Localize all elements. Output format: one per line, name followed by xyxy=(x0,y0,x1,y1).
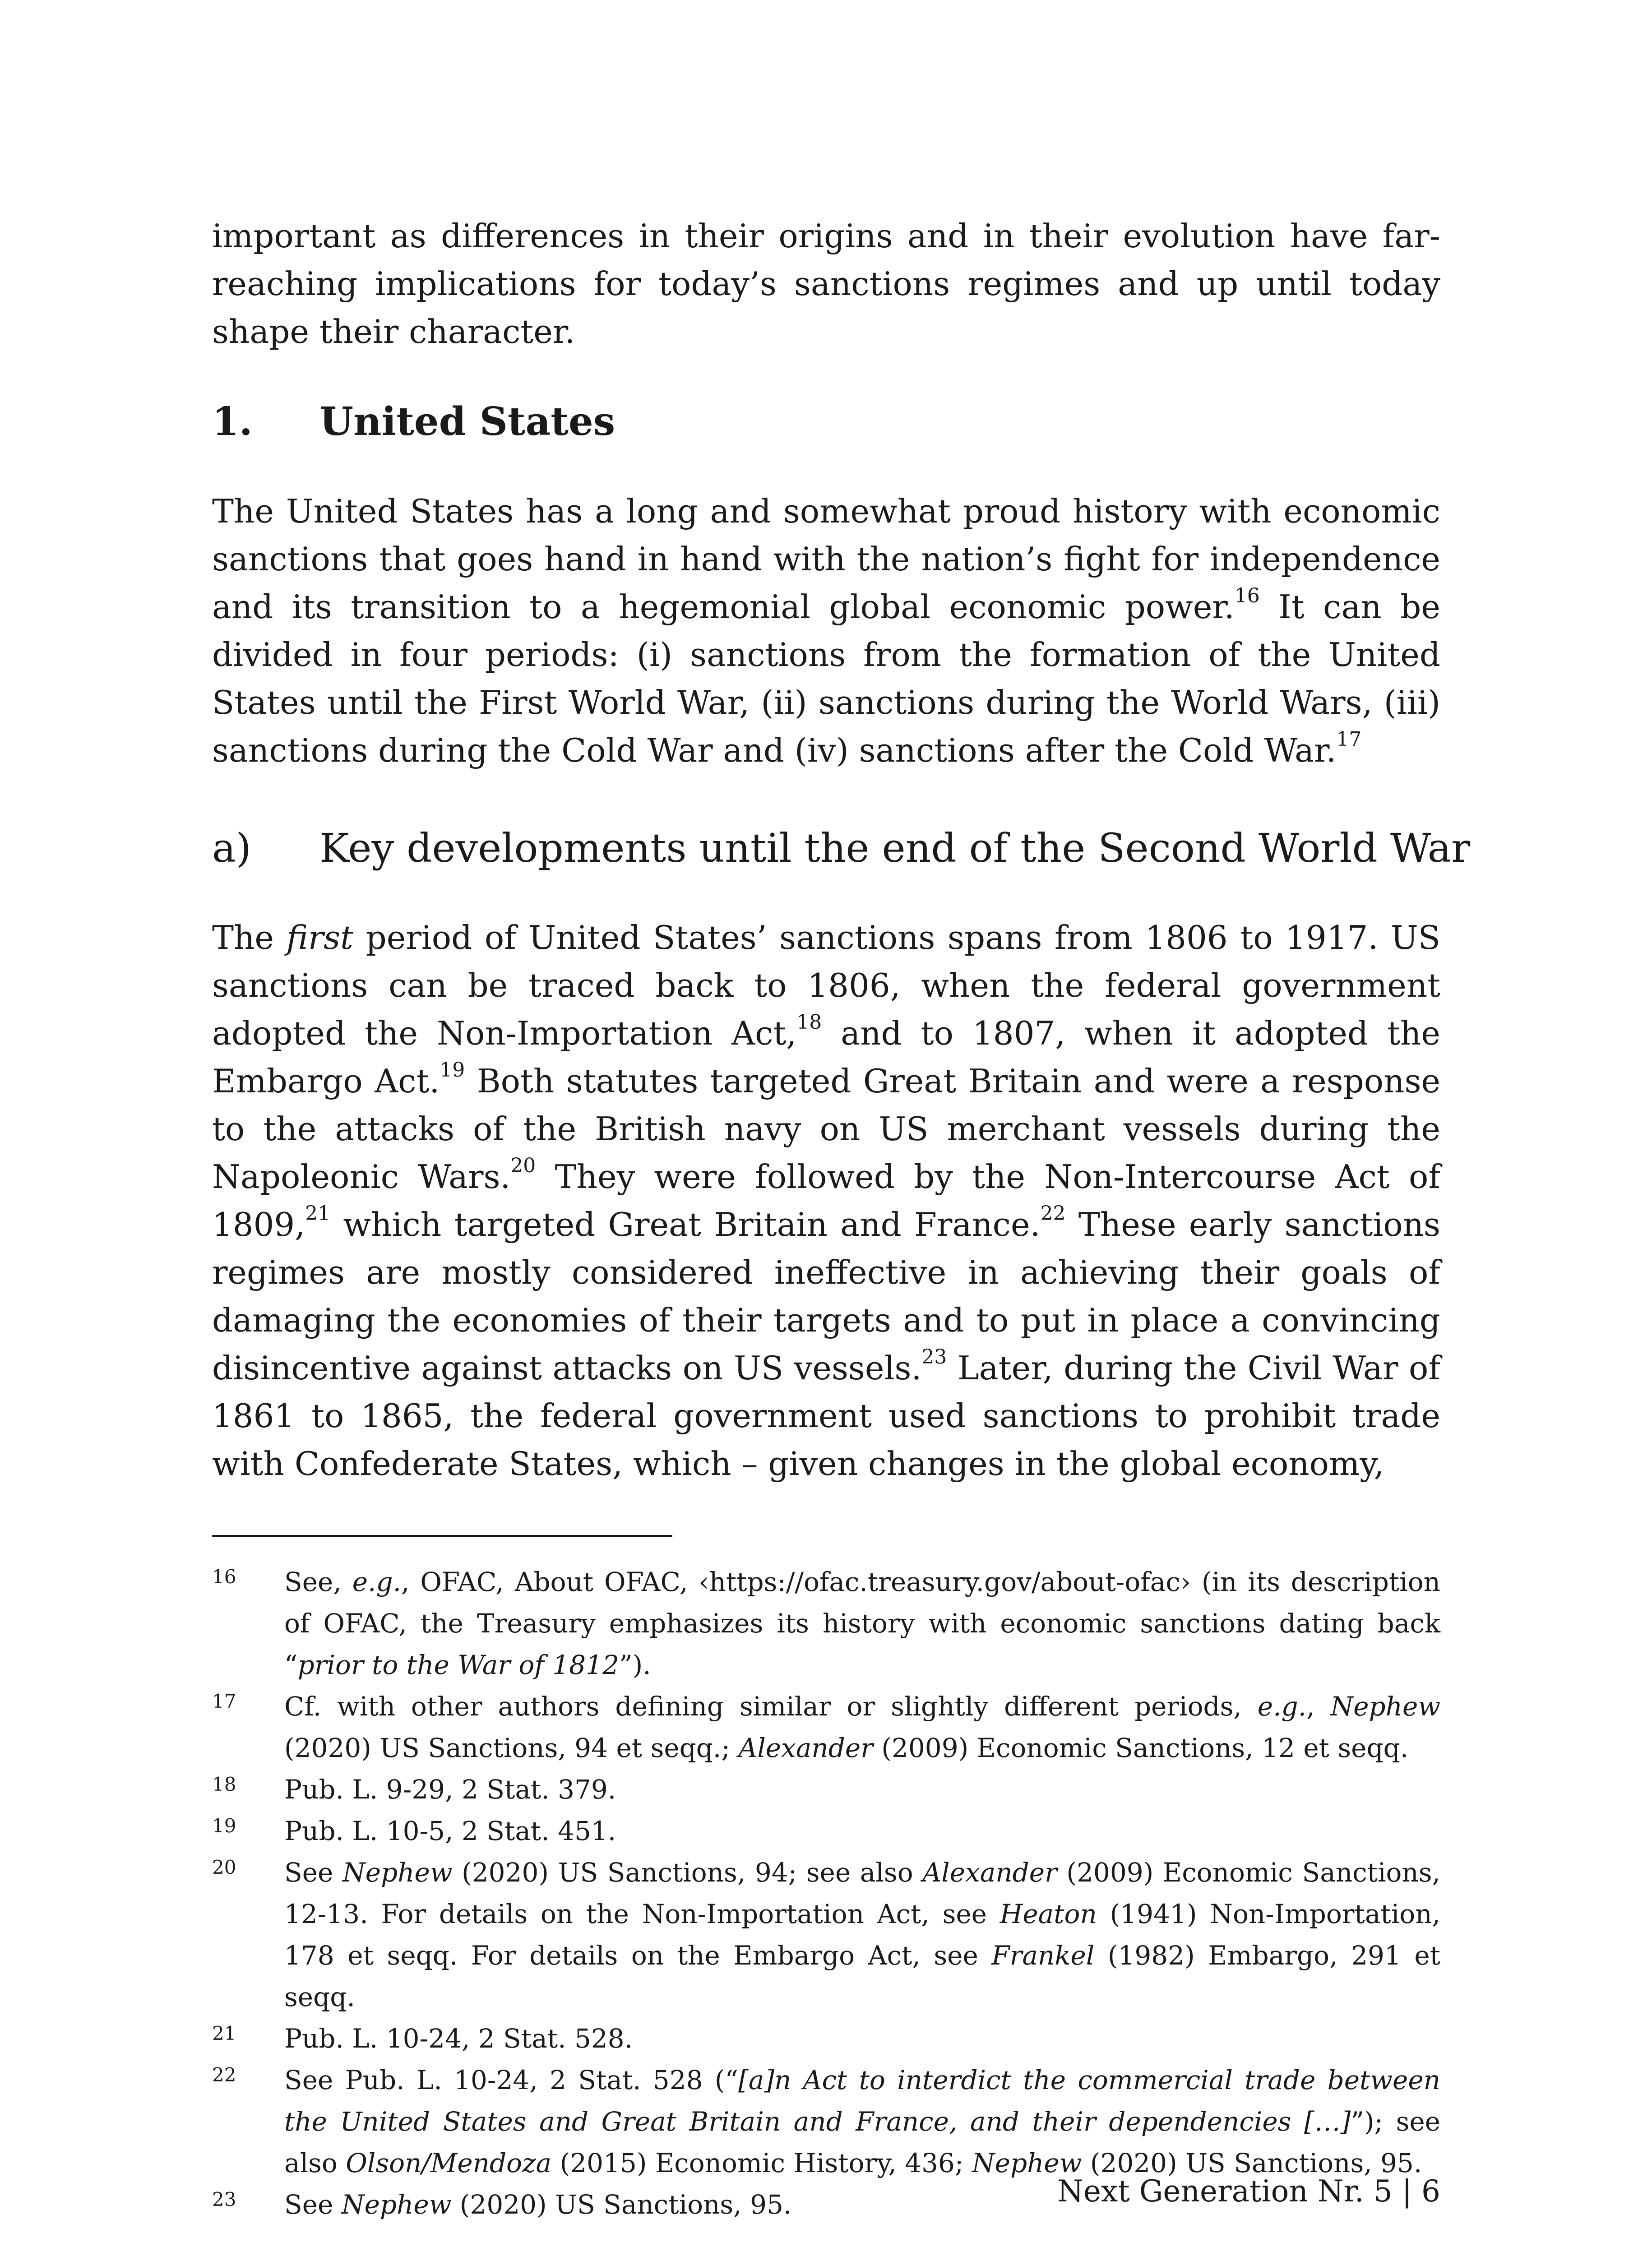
footnote-text: Pub. L. 9-29, 2 Stat. 379. xyxy=(284,1774,616,1805)
section1-text-a: The United States has a long and somewhat proud history with economic sanctions that goes hand in hand with the nation’s fight for independence and its transition to a hegemonial global economic power. xyxy=(212,492,1440,626)
footnote-20 xyxy=(212,1852,1440,2018)
footnote-text: See Nephew (2020) US Sanctions, 95. xyxy=(284,2189,792,2220)
subsection-title: Key developments until the end of the Second World War xyxy=(319,825,1471,871)
para2-text-2: period of United States’ sanctions spans from 1806 to 1917. US sanctions can be traced back to 1806, when the federal government adopted the Non-Importation Act, xyxy=(212,919,1440,1052)
footnote-19 xyxy=(212,1810,1440,1852)
subsection-heading-a xyxy=(212,821,1470,875)
emphasis-first: first xyxy=(286,919,353,957)
para2-text-5: They were followed by the Non-Intercourse Act of 1809, xyxy=(212,1158,1440,1244)
footnote-number: 22 xyxy=(212,2064,236,2086)
section-number: 1. xyxy=(212,399,253,444)
footnote-number: 18 xyxy=(212,1773,236,1795)
footnote-number: 21 xyxy=(212,2022,236,2044)
footnote-22 xyxy=(212,2059,1440,2184)
page-footer: Next Generation Nr. 5 | 6 xyxy=(1057,2174,1440,2209)
footnote-text: Cf. with other authors defining similar or slightly different periods, e.g., Nephew (2020) US Sanctions, 94 et seqq.; Alexander (2009) Economic Sanctions, 12 et seqq. xyxy=(284,1691,1441,1763)
footnote-ref-22[interactable]: 22 xyxy=(1040,1202,1066,1225)
footnote-text: See, e.g., OFAC, About OFAC, ‹https://ofac.treasury.gov/about-ofac› (in its description of OFAC, the Treasury emphasizes its history with economic sanctions dating back “prior to the War of 1812”). xyxy=(284,1567,1440,1680)
footnote-number: 16 xyxy=(212,1566,236,1588)
para2-text-1: The xyxy=(212,919,287,957)
footnote-text: See Nephew (2020) US Sanctions, 94; see also Alexander (2009) Economic Sanctions, 12-13. For details on the Non-Importation Act, see Heaton (1941) Non-Importation, 178 et seqq. For details on the Embargo Act, see Frankel (1982) Embargo, 291 et seqq. xyxy=(284,1857,1440,2012)
section1-text-b: It can be divided in four periods: (i) sanctions from the formation of the United States until the First World War, (ii) sanctions during the World Wars, (iii) sanctions during the Cold War and (iv) sanctions after the Cold War. xyxy=(212,588,1440,769)
footnote-ref-21[interactable]: 21 xyxy=(305,1202,331,1225)
footnote-number: 19 xyxy=(212,1815,236,1837)
footnote-number: 17 xyxy=(212,1690,236,1712)
footnote-17 xyxy=(212,1686,1440,1769)
footnote-text: See Pub. L. 10-24, 2 Stat. 528 (“[a]n Act to interdict the commercial trade between the United States and Great Britain and France, and their dependencies […]”); see also Olson/Mendoza (2015) Economic History, 436; Nephew (2020) US Sanctions, 95. xyxy=(284,2065,1441,2178)
para2-text-7: These early sanctions regimes are mostly considered ineffective in achieving their goals of damaging the economies of their targets and to put in place a convincing disincentive against attacks on US vessels. xyxy=(212,1206,1441,1387)
footnote-ref-23[interactable]: 23 xyxy=(921,1345,947,1368)
footnote-18 xyxy=(212,1769,1440,1810)
footnote-ref-18[interactable]: 18 xyxy=(796,1011,822,1034)
footnote-16 xyxy=(212,1561,1440,1686)
footnotes xyxy=(212,1561,1440,2225)
footnote-ref-20[interactable]: 20 xyxy=(510,1154,536,1177)
subsection-label: a) xyxy=(212,825,251,871)
para2-text-8: Later, during the Civil War of 1861 to 1865, the federal government used sanctions to prohibit trade with Confederate States, which – given changes in the global economy, xyxy=(212,1349,1440,1483)
intro-paragraph: important as differences in their origins and in their evolution have far-reaching implications for today’s sanctions regimes and up until today shape their character. xyxy=(212,217,1440,351)
footnote-number: 20 xyxy=(212,1856,236,1878)
para2-text-6: which targeted Great Britain and France. xyxy=(330,1206,1041,1244)
para2-text-3: and to 1807, when it adopted the Embargo Act. xyxy=(212,1014,1440,1100)
section1-paragraph xyxy=(212,487,1440,774)
footnote-21 xyxy=(212,2018,1440,2059)
footnote-number: 23 xyxy=(212,2188,236,2210)
first-period-paragraph xyxy=(212,914,1440,1488)
footnote-ref-16[interactable]: 16 xyxy=(1234,584,1260,607)
section-heading-united-states xyxy=(212,397,615,447)
footnote-text: Pub. L. 10-24, 2 Stat. 528. xyxy=(284,2023,633,2054)
footnote-ref-17[interactable]: 17 xyxy=(1336,728,1362,751)
section-title: United States xyxy=(319,399,615,444)
footnote-ref-19[interactable]: 19 xyxy=(440,1059,465,1082)
para2-text-4: Both statutes targeted Great Britain and were a response to the attacks of the British navy on US merchant vessels during the Napoleonic Wars. xyxy=(212,1062,1440,1196)
footnote-text: Pub. L. 10-5, 2 Stat. 451. xyxy=(284,1816,616,1846)
footnote-separator xyxy=(212,1535,672,1537)
